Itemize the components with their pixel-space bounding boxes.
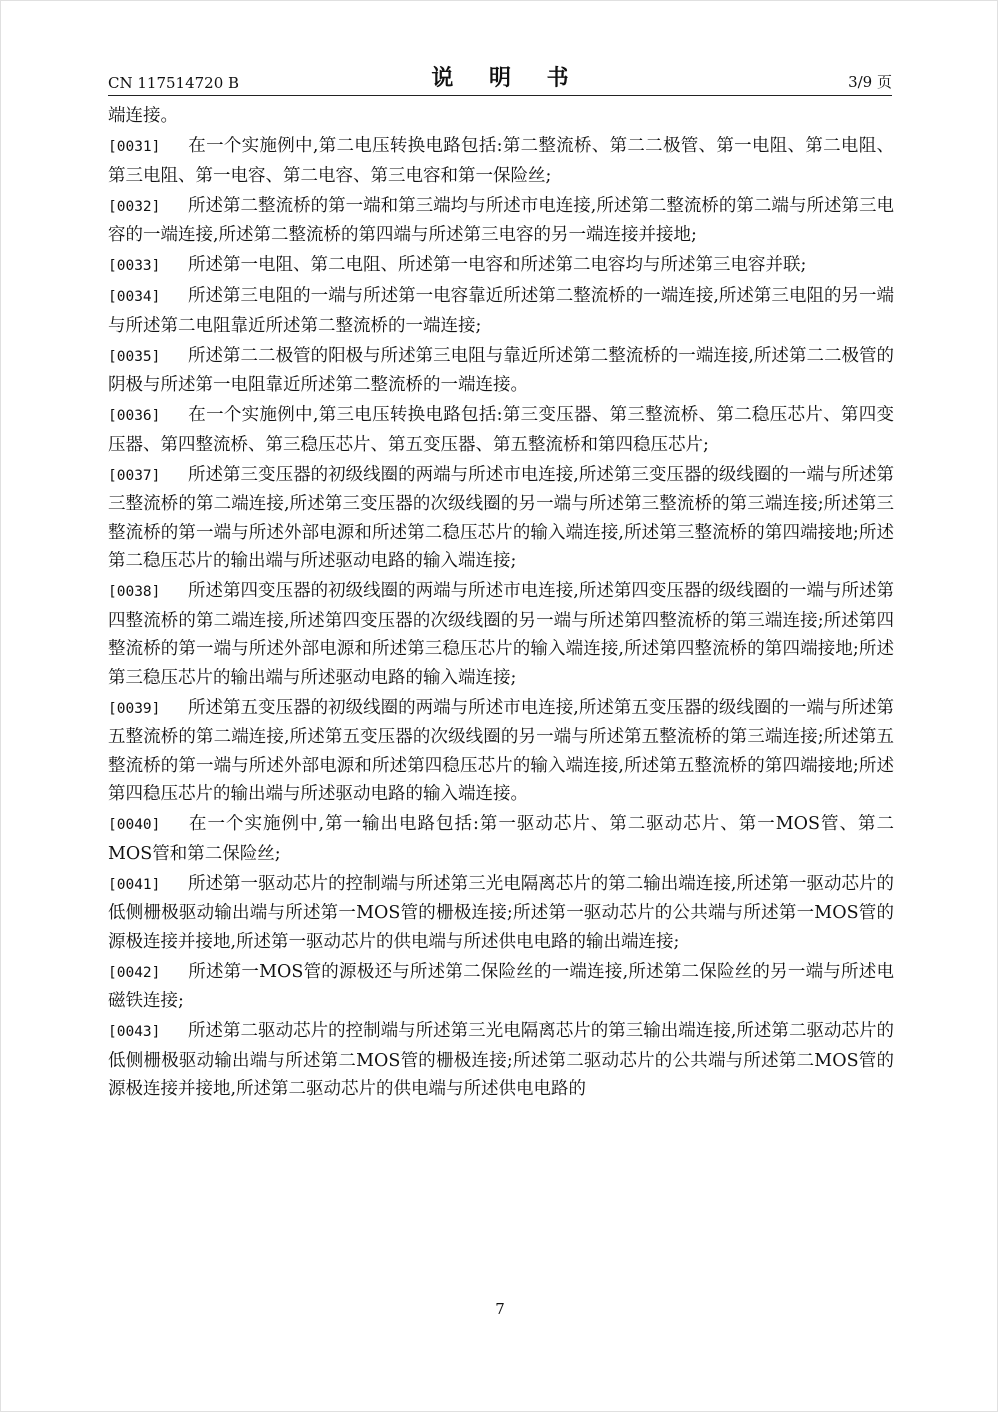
- page-number: 7: [495, 1300, 505, 1318]
- paragraph-list: [108, 132, 894, 1104]
- paragraph: [108, 342, 894, 400]
- paragraph-number: [0042]: [108, 964, 161, 981]
- page-header: [108, 60, 892, 92]
- paragraph-text: 所述第五变压器的初级线圈的两端与所述市电连接,所述第五变压器的级线圈的一端与所述第五整流桥的第二端连接,所述第五变压器的次级线圈的另一端与所述第五整流桥的第三端连接;所述第五整流桥的第一端与所述外部电源和所述第四稳压芯片的输入端连接,所述第五整流桥的第四端接地;所述第四稳压芯片的输出端与所述驱动电路的输入端连接。: [108, 697, 894, 804]
- paragraph: [108, 958, 894, 1016]
- paragraph-text: 在一个实施例中,第三电压转换电路包括:第三变压器、第三整流桥、第二稳压芯片、第四变压器、第四整流桥、第三稳压芯片、第五变压器、第五整流桥和第四稳压芯片;: [108, 405, 894, 455]
- document-title: 说 明 书: [431, 65, 583, 91]
- page-indicator: 3/9 页: [848, 73, 892, 91]
- paragraph: [108, 192, 894, 250]
- paragraph: [108, 132, 894, 190]
- paragraph: [108, 461, 894, 576]
- paragraph-number: [0037]: [108, 467, 161, 484]
- paragraph: [108, 401, 894, 459]
- continuation-text: 端连接。: [108, 106, 178, 126]
- paragraph-text: 所述第二二极管的阳极与所述第三电阻与靠近所述第二整流桥的一端连接,所述第二二极管的阴极与所述第一电阻靠近所述第二整流桥的一端连接。: [108, 345, 894, 395]
- paragraph-number: [0043]: [108, 1024, 161, 1040]
- paragraph-text: 所述第二驱动芯片的控制端与所述第三光电隔离芯片的第三输出端连接,所述第二驱动芯片的低侧栅极驱动输出端与所述第二MOS管的栅极连接;所述第二驱动芯片的公共端与所述第二MOS管的源极连接并接地,所述第二驱动芯片的供电端与所述供电电路的: [108, 1021, 894, 1099]
- paragraph: [108, 577, 894, 692]
- paragraph-text: 所述第三变压器的初级线圈的两端与所述市电连接,所述第三变压器的级线圈的一端与所述第三整流桥的第二端连接,所述第三变压器的次级线圈的另一端与所述第三整流桥的第三端连接;所述第三整流桥的第一端与所述外部电源和所述第二稳压芯片的输入端连接,所述第三整流桥的第四端接地;所述第二稳压芯片的输出端与所述驱动电路的输入端连接;: [108, 464, 894, 571]
- paragraph-number: [0033]: [108, 258, 161, 274]
- document-body: [108, 102, 894, 1105]
- paragraph-number: [0041]: [108, 876, 161, 893]
- paragraph-text: 所述第三电阻的一端与所述第一电容靠近所述第二整流桥的一端连接,所述第三电阻的另一端与所述第二电阻靠近所述第二整流桥的一端连接;: [108, 286, 894, 336]
- paragraph-number: [0034]: [108, 289, 161, 305]
- patent-number: CN 117514720 B: [108, 74, 240, 92]
- paragraph-number: [0036]: [108, 408, 161, 424]
- paragraph-number: [0038]: [108, 584, 161, 600]
- paragraph-number: [0039]: [108, 700, 161, 717]
- header-rule: [108, 95, 892, 96]
- paragraph-text: 在一个实施例中,第二电压转换电路包括:第二整流桥、第二二极管、第一电阻、第二电阻、第三电阻、第一电容、第二电容、第三电容和第一保险丝;: [108, 136, 894, 186]
- paragraph-text: 所述第一电阻、第二电阻、所述第一电容和所述第二电容均与所述第三电容并联;: [188, 255, 807, 275]
- paragraph-number: [0040]: [108, 817, 161, 833]
- paragraph-text: 所述第二整流桥的第一端和第三端均与所述市电连接,所述第二整流桥的第二端与所述第三电容的一端连接,所述第二整流桥的第四端与所述第三电容的另一端连接并接地;: [108, 195, 894, 245]
- paragraph-number: [0031]: [108, 139, 161, 155]
- paragraph-text: 在一个实施例中,第一输出电路包括:第一驱动芯片、第二驱动芯片、第一MOS管、第二MOS管和第二保险丝;: [108, 814, 894, 864]
- paragraph: [108, 810, 894, 868]
- paragraph: [108, 282, 894, 340]
- paragraph: [108, 1017, 894, 1104]
- paragraph-text: 所述第一MOS管的源极还与所述第二保险丝的一端连接,所述第二保险丝的另一端与所述电磁铁连接;: [108, 961, 894, 1011]
- paragraph-text: 所述第一驱动芯片的控制端与所述第三光电隔离芯片的第二输出端连接,所述第一驱动芯片的低侧栅极驱动输出端与所述第一MOS管的栅极连接;所述第一驱动芯片的公共端与所述第一MOS管的源极连接并接地,所述第一驱动芯片的供电端与所述供电电路的输出端连接;: [108, 873, 894, 952]
- paragraph: [108, 694, 894, 809]
- paragraph-number: [0035]: [108, 348, 161, 365]
- paragraph-text: 所述第四变压器的初级线圈的两端与所述市电连接,所述第四变压器的级线圈的一端与所述第四整流桥的第二端连接,所述第四变压器的次级线圈的另一端与所述第四整流桥的第三端连接;所述第四整流桥的第一端与所述外部电源和所述第三稳压芯片的输入端连接,所述第四整流桥的第四端接地;所述第三稳压芯片的输出端与所述驱动电路的输入端连接;: [108, 581, 894, 688]
- paragraph: [108, 870, 894, 957]
- paragraph-number: [0032]: [108, 198, 161, 215]
- paragraph: [108, 251, 894, 281]
